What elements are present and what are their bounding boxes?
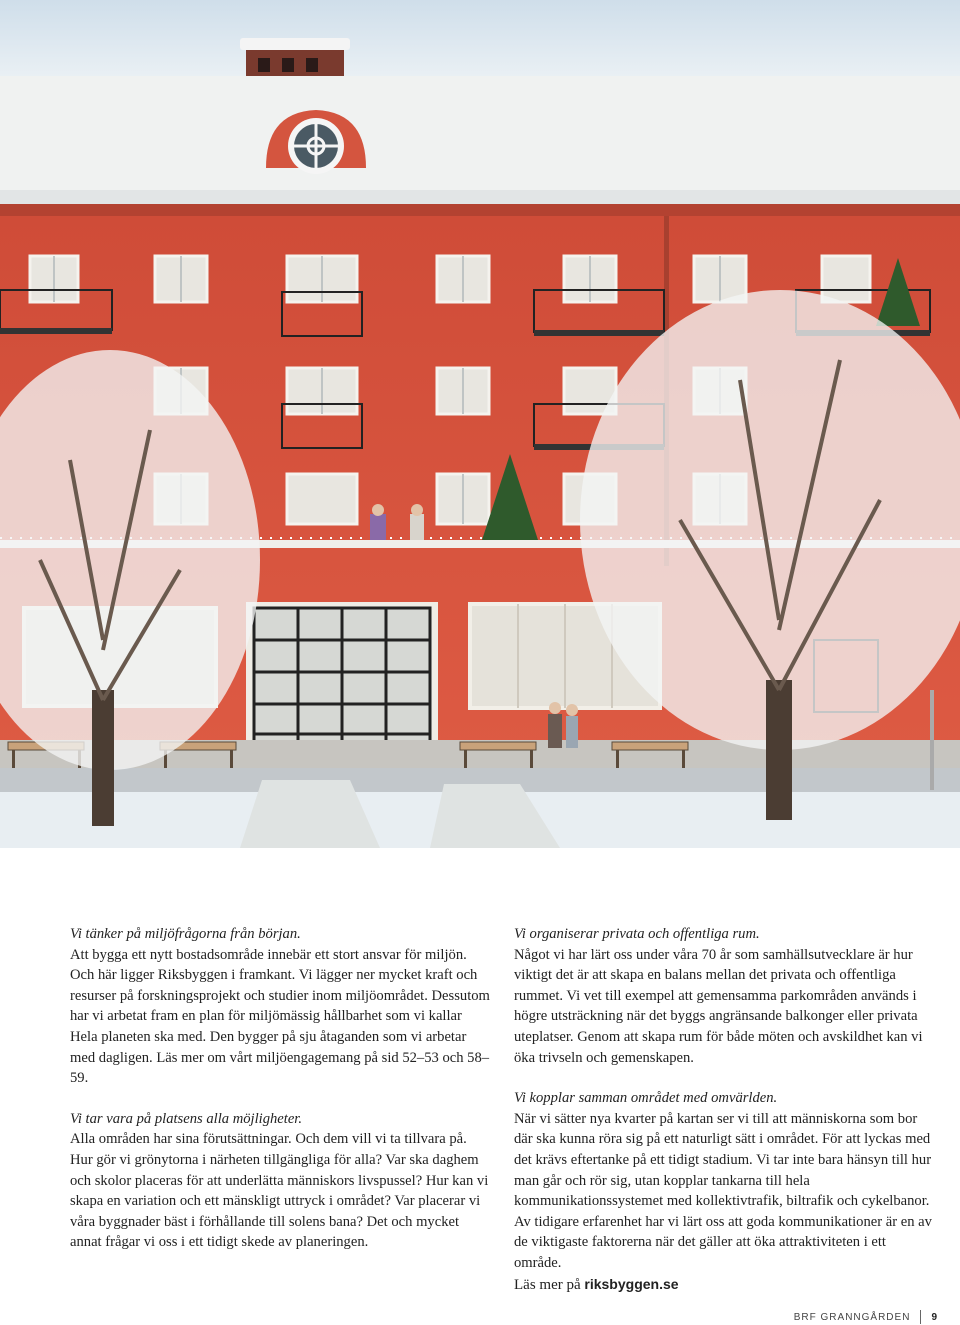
read-more-prefix: Läs mer på: [514, 1277, 585, 1293]
footer-label: BRF GRANNGÅRDEN: [793, 1311, 911, 1323]
section-heading: Vi kopplar samman området med omvärlden.: [514, 1090, 778, 1107]
cornice: [0, 204, 960, 216]
section-heading: Vi tar vara på platsens alla möjligheter.: [70, 1110, 303, 1127]
left-column: [70, 924, 490, 1253]
page-number: 9: [931, 1311, 938, 1323]
chimney: [240, 38, 350, 76]
roof-snow: [0, 76, 960, 204]
section-body: Något vi har lärt oss under våra 70 år som samhällsutvecklare är hur viktigt det är att skapa en balans mellan det privata och offentliga rummet. Vi vet till exempel att gemensamma parkområden används i högre utsträckning när det byggs angränsande balkonger eller privata uteplatser. Genom att skapa rum för både möten och avskildhet kan vi öka trivseln och gemenskapen.: [514, 946, 923, 1066]
section-body: När vi sätter nya kvarter på kartan ser vi till att människorna som bor där ska kunna röra sig på ett naturligt sätt i området. För att lyckas med det krävs eftertanke på ett tidigt stadium. Vi tar inte bara hänsyn till hur man går och rör sig, utan kopplar tankarna till hela kommunikationssystemet med kollektivtrafik, biltrafik och cykelbanor. Av tidigare erfarenhet har vi lärt oss att goda kommunikationer är en av de viktigaste faktorerna när det gäller att öka attraktiviteten i ett område.: [514, 1110, 932, 1271]
read-more-link[interactable]: riksbyggen.se: [584, 1276, 679, 1292]
page-footer: [794, 1310, 938, 1324]
section-heading: Vi organiserar privata och offentliga rum.: [514, 926, 760, 942]
section-body: Att bygga ett nytt bostadsområde innebär ett stort ansvar för miljön. Och här ligger Riksbyggen i framkant. Vi lägger ner mycket kraft och resurser på forskningsprojekt och studier inom miljöområdet. Dessutom har vi arbetat fram en plan för miljömässig hållbarhet som vi kallar Hela planeten ska med. Den bygger på sju åtaganden som vi arbetar med dagligen. Läs mer om vårt miljöengagemang på sid 52–53 och 58–59.: [70, 946, 490, 1087]
right-column: [514, 924, 934, 1274]
section-body: Alla områden har sina förutsättningar. Och dem vill vi ta tillvara på. Hur gör vi grönytorna i närheten tillgängliga för alla? Var ska daghem och skolor placeras för att underlätta människors livspussel? Hur kan vi skapa en variation och ett mänskligt uttryck i området? Var placerar vi våra byggnader bäst i förhållande till solens bana? Det och mycket annat frågar vi oss i ett tidigt skede av planeringen.: [70, 1131, 489, 1251]
footer-divider: [920, 1310, 921, 1324]
read-more: [514, 1276, 679, 1294]
lamp-post: [930, 690, 934, 790]
section-heading: Vi tänker på miljöfrågorna från början.: [70, 926, 301, 942]
